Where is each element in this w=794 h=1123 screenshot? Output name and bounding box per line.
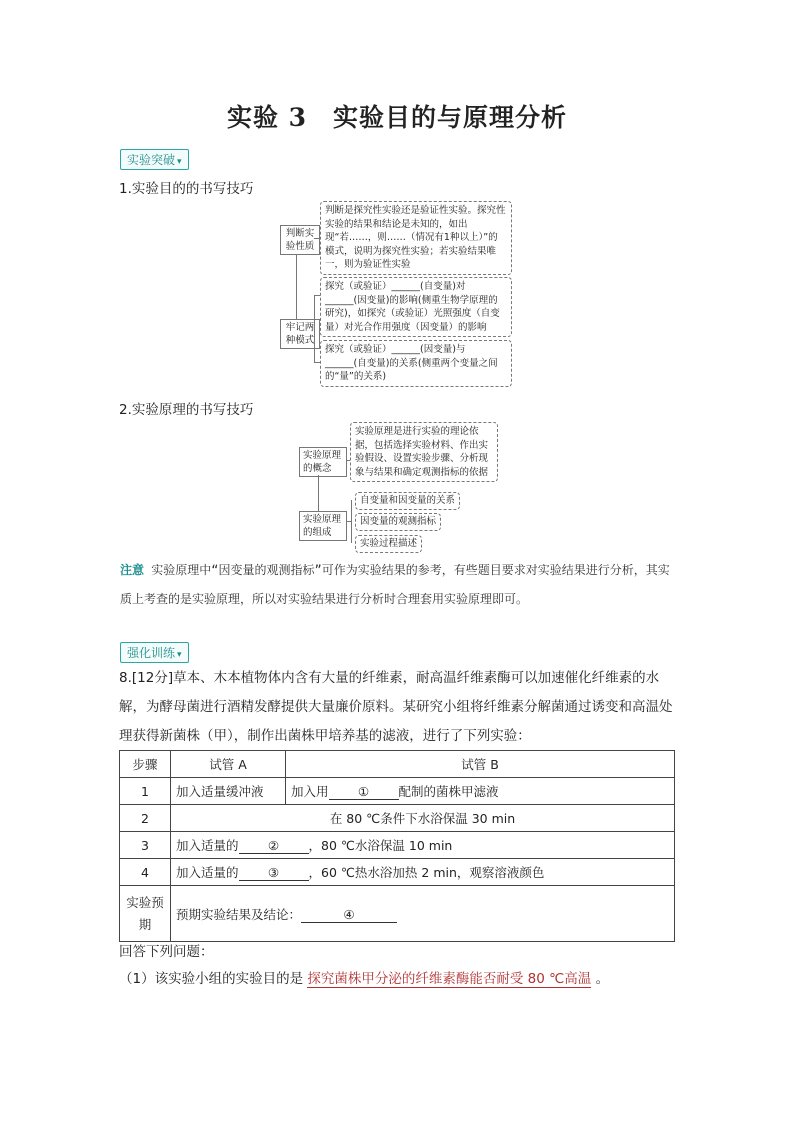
step-number: 3 <box>120 832 171 859</box>
merged-cell <box>171 859 675 886</box>
box-concept: 实验原理是进行实验的理论依据，包括选择实验材料、作出实验假设、设置实验步骤、分析现象与结果和确定观测指标的依据 <box>350 422 498 482</box>
connector <box>318 475 319 511</box>
step-number: 1 <box>120 778 171 805</box>
box-mode2: 探究（或验证）______(因变量)与______(自变量)的关系(侧重两个变量之间的“量”的关系) <box>320 340 512 387</box>
table-header-row <box>120 751 675 778</box>
merged-cell <box>171 832 675 859</box>
question-stem: 8.[12分]草本、木本植物体内含有大量的纤维素，耐高温纤维素酶可以加速催化纤维素的水解，为酵母菌进行酒精发酵提供大量廉价原料。某研究小组将纤维素分解菌通过诱变和高温处理获得新菌株（甲），制作出菌株甲培养基的滤液，进行了下列实验： <box>119 670 673 744</box>
section1-heading: 1.实验目的的书写技巧 <box>119 181 254 197</box>
node-composition: 实验原理的组成 <box>299 511 347 541</box>
step-label: 实验预期 <box>120 886 171 942</box>
connector <box>296 254 297 319</box>
box-mode1: 探究（或验证）______(自变量)对______(因变量)的影响(侧重生物学原理的研究)，如探究（或验证）光照强度（自变量）对光合作用强度（因变量）的影响 <box>320 277 512 337</box>
blank-3: ③ <box>239 865 309 881</box>
merged-cell: 在 80 ℃条件下水浴保温 30 min <box>171 805 675 832</box>
answer-prompt: 回答下列问题： <box>119 944 214 960</box>
item-process: 实验过程描述 <box>355 535 422 553</box>
merged-cell <box>171 886 675 942</box>
connector <box>346 521 351 522</box>
table-row <box>120 778 675 805</box>
blank-2: ② <box>239 838 309 854</box>
experiment-table <box>119 750 675 942</box>
tag-breakthrough: 实验突破 ▾ <box>120 149 189 170</box>
cell-text: ，60 ℃热水浴加热 2 min，观察溶液颜色 <box>308 865 545 880</box>
cell-text: ，80 ℃水浴保温 10 min <box>308 838 453 853</box>
table-row <box>120 832 675 859</box>
item-relation: 自变量和因变量的关系 <box>355 492 460 510</box>
page-title: 实验 3 实验目的与原理分析 <box>226 103 568 132</box>
node-nature: 判断实验性质 <box>280 225 320 255</box>
header-tube-b: 试管 B <box>286 751 675 778</box>
tag-training: 强化训练 ▾ <box>120 642 189 663</box>
note-paragraph <box>120 556 680 614</box>
note-text: 实验原理中“因变量的观测指标”可作为实验结果的参考，有些题目要求对实验结果进行分析，其实质上考查的是实验原理，所以对实验结果进行分析时合理套用实验原理即可。 <box>120 563 670 606</box>
connector <box>351 500 352 543</box>
step-number: 4 <box>120 859 171 886</box>
cell-text: 预期实验结果及结论： <box>176 906 302 922</box>
q1-end: 。 <box>595 971 610 987</box>
table-row <box>120 805 675 832</box>
table-row <box>120 886 675 942</box>
question-1 <box>119 965 679 994</box>
cell-text: 加入用 <box>291 784 329 799</box>
header-step: 步骤 <box>120 751 171 778</box>
blank-1: ① <box>329 784 399 800</box>
cell-text: 加入适量的 <box>176 865 239 880</box>
connector <box>314 295 315 362</box>
q1-answer: 探究菌株甲分泌的纤维素酶能否耐受 80 ℃高温 <box>307 971 592 987</box>
header-tube-a: 试管 A <box>171 751 286 778</box>
box-nature: 判断是探究性实验还是验证性实验。探究性实验的结果和结论是未知的，如出现“若……，则……（情况有1种以上）”的模式，说明为探究性实验；若实验结果唯一，则为验证性实验 <box>320 201 512 275</box>
item-indicator: 因变量的观测指标 <box>355 513 441 531</box>
section2-heading: 2.实验原理的书写技巧 <box>119 402 254 418</box>
tube-a-cell: 加入适量缓冲液 <box>171 778 286 805</box>
cell-text: 加入适量的 <box>176 838 239 853</box>
blank-4: ④ <box>301 907 397 923</box>
q1-text: （1）该实验小组的实验目的是 <box>119 971 304 987</box>
note-keyword: 注意 <box>120 563 145 577</box>
step-number: 2 <box>120 805 171 832</box>
node-patterns: 牢记两种模式 <box>280 319 320 349</box>
table-row <box>120 859 675 886</box>
tube-b-cell <box>286 778 675 805</box>
cell-text: 配制的菌株甲滤液 <box>398 784 499 799</box>
node-concept: 实验原理的概念 <box>299 447 347 477</box>
